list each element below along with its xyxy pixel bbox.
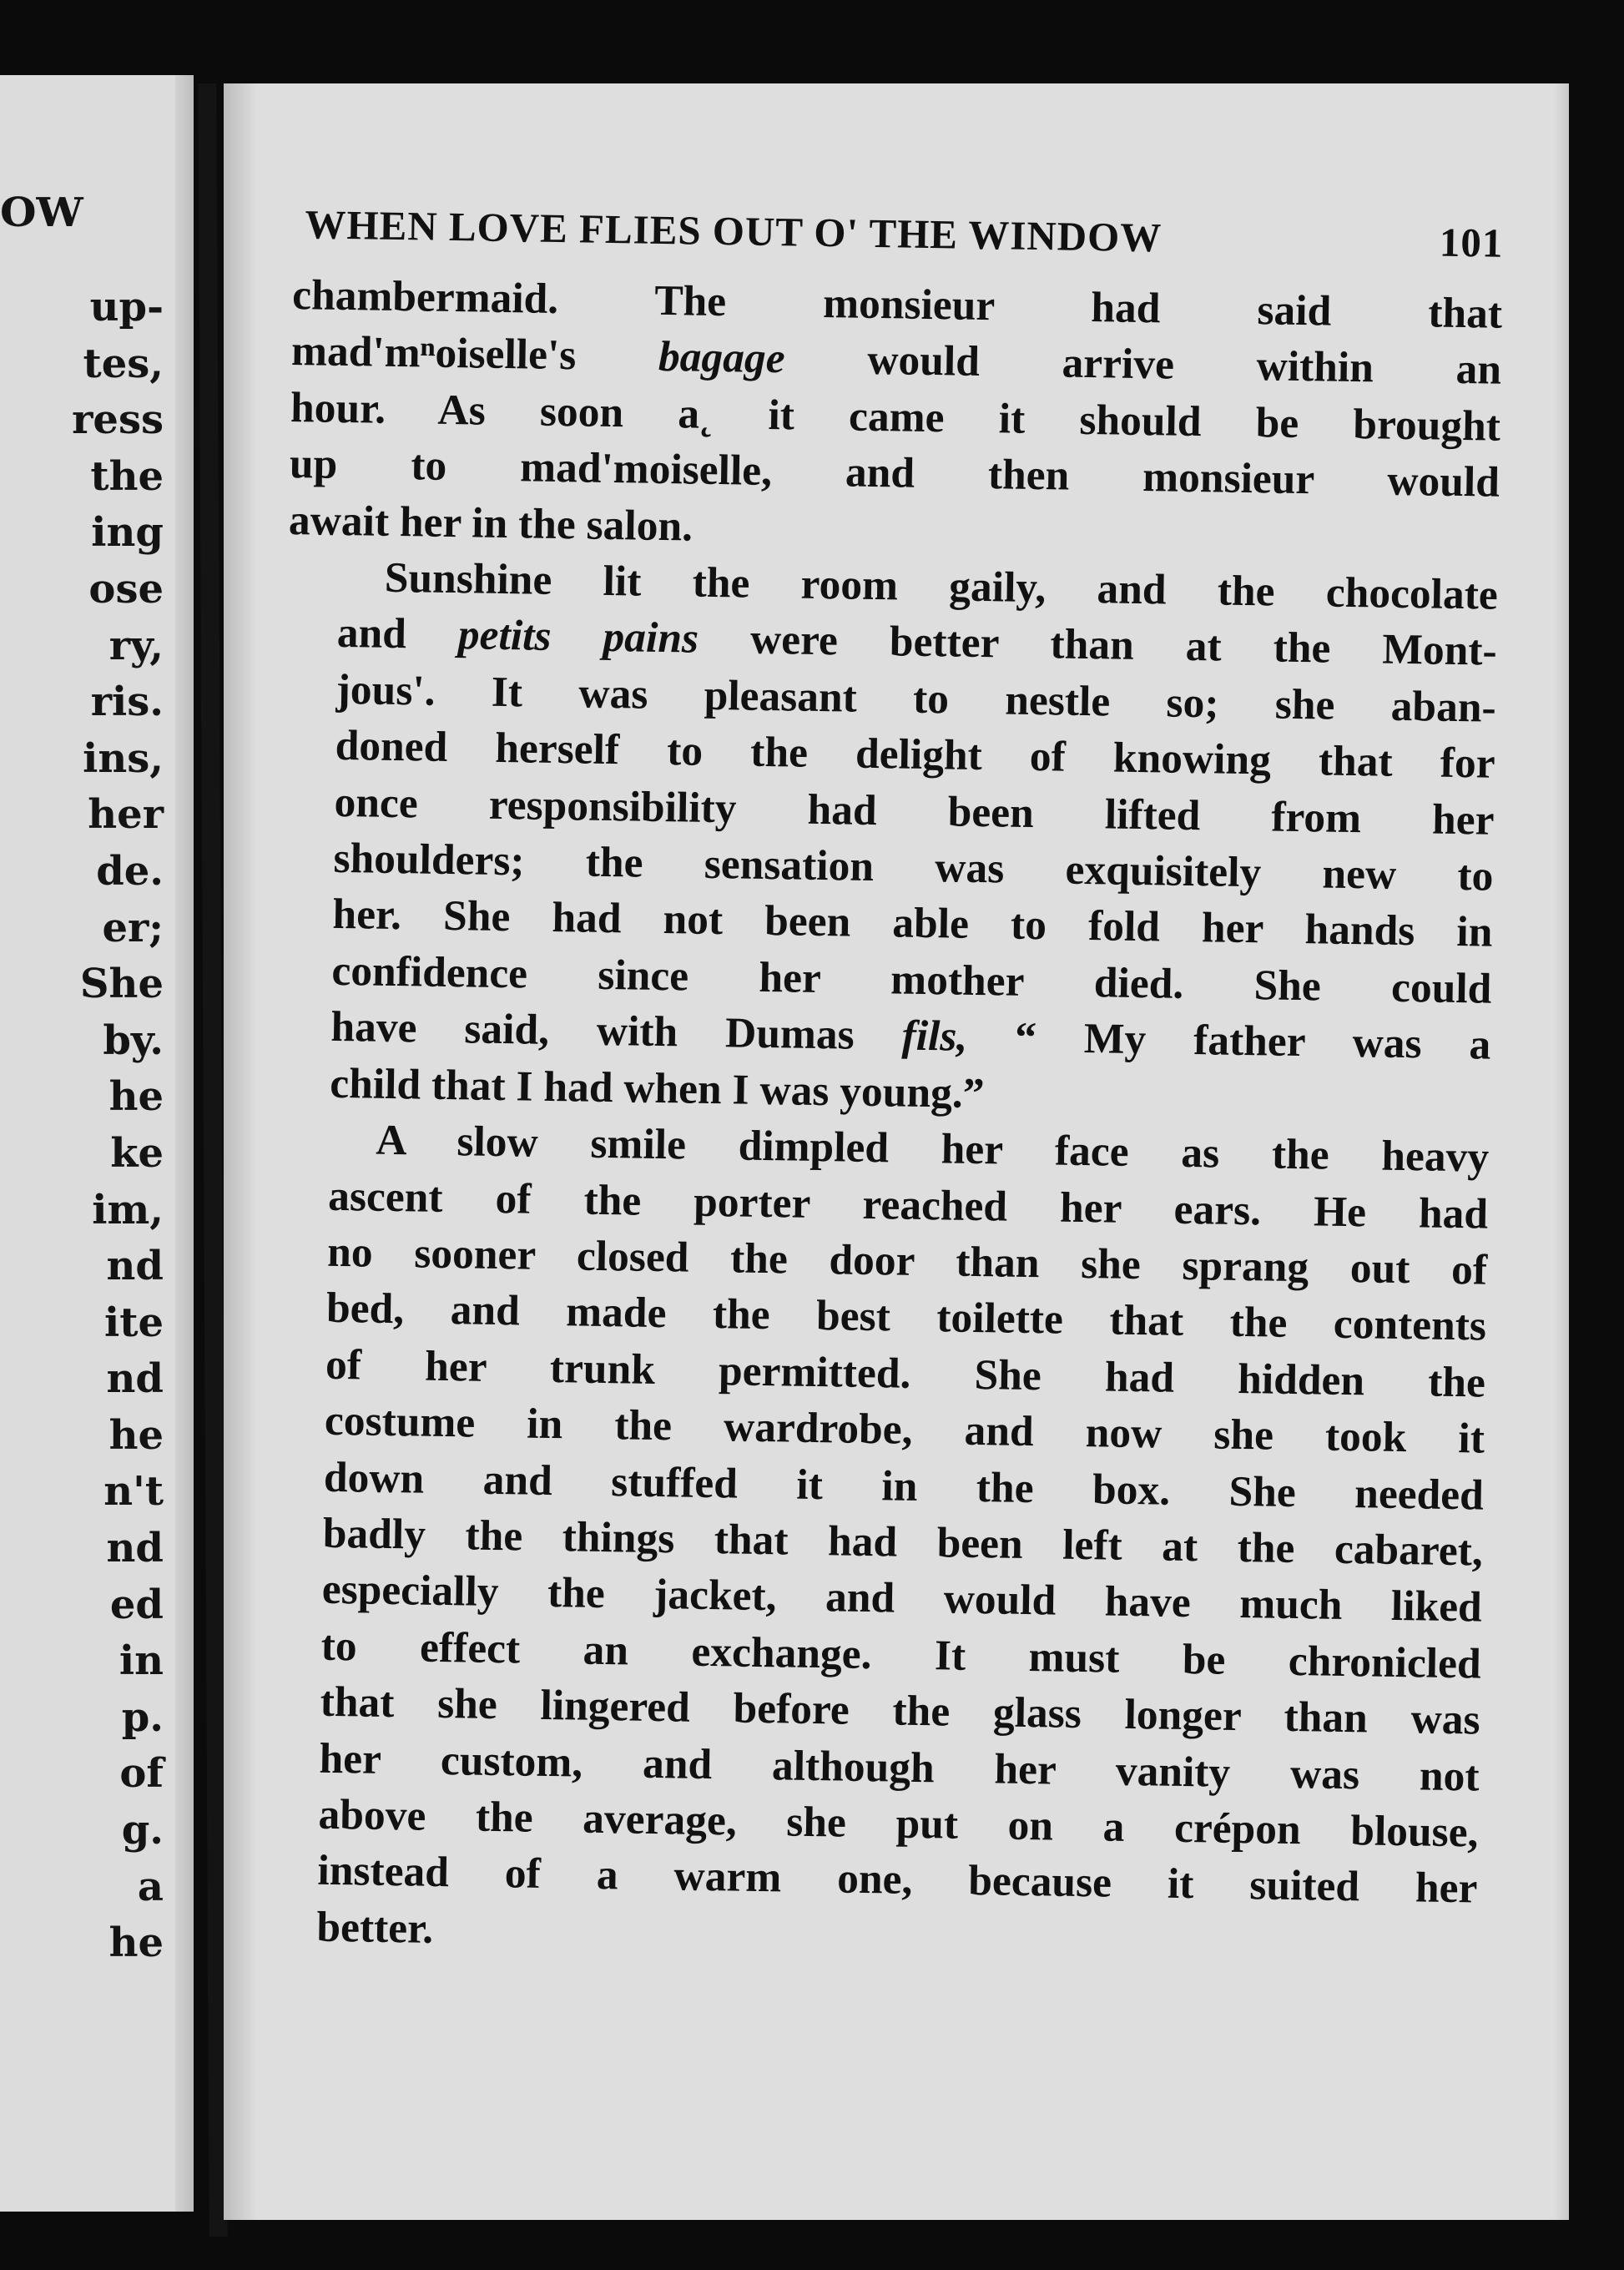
- previous-page-line-fragment: up-: [89, 284, 164, 330]
- previous-page-line-fragment: ke: [110, 1129, 164, 1177]
- text-line: hour. As soon a˛ it came it should be brought: [290, 383, 1501, 451]
- text-line: up to mad'moiselle, and then monsieur would: [289, 440, 1500, 507]
- gutter-shadow: [224, 83, 257, 2220]
- text-line: her. She had not been able to fold her hands in: [332, 890, 1493, 957]
- text-line: Sunshine lit the room gaily, and the chocolate: [384, 553, 1499, 619]
- text-line: mad'mⁿoiselle's bagage would arrive within an: [290, 327, 1502, 395]
- previous-page-line-fragment: a: [137, 1863, 164, 1910]
- text-line: child that I had when I was young.”: [329, 1059, 985, 1117]
- previous-page-line-fragment: her: [88, 791, 164, 839]
- text-line: bed, and made the best toilette that the contents: [325, 1284, 1487, 1350]
- previous-page: [0, 75, 194, 2212]
- text-line: confidence since her mother died. She could: [331, 946, 1492, 1013]
- previous-page-line-fragment: ed: [109, 1581, 164, 1628]
- previous-page-line-fragment: he: [108, 1411, 164, 1459]
- italic-word: petits pains: [457, 611, 699, 663]
- italic-word: bagage: [658, 333, 786, 383]
- previous-page-line-fragment: tes,: [83, 340, 164, 387]
- previous-page-line-fragment: im,: [92, 1186, 164, 1233]
- previous-page-line-fragment: ris.: [90, 678, 164, 726]
- previous-page-line-fragment: nd: [106, 1243, 164, 1290]
- previous-page-line-fragment: ins,: [83, 734, 164, 782]
- running-head: [305, 200, 1504, 278]
- page-number: 101: [1439, 219, 1504, 266]
- text-line: down and stuffed it in the box. She needed: [323, 1453, 1485, 1520]
- text-line: of her trunk permitted. She had hidden the: [325, 1340, 1486, 1407]
- previous-page-line-fragment: de.: [96, 847, 164, 895]
- previous-page-edge: [175, 75, 194, 2212]
- previous-page-heading: OW: [0, 189, 83, 236]
- previous-page-line-ends: [72, 280, 164, 1972]
- previous-page-line-fragment: of: [119, 1750, 164, 1798]
- text-line: that she lingered before the glass longer than was: [320, 1677, 1481, 1744]
- body-text: [266, 267, 1503, 1974]
- text-line: once responsibility had been lifted from her: [334, 778, 1495, 845]
- previous-page-line-fragment: the: [90, 452, 164, 500]
- previous-page-line-fragment: She: [79, 961, 164, 1008]
- text-line: shoulders; the sensation was exquisitely new to: [333, 834, 1494, 900]
- previous-page-line-fragment: ry,: [108, 622, 164, 669]
- text-line: to effect an exchange. It must be chronicled: [320, 1622, 1482, 1688]
- running-title: WHEN LOVE FLIES OUT O' THE WINDOW: [305, 201, 1163, 261]
- text-line: above the average, she put on a crépon blouse,: [318, 1790, 1479, 1857]
- previous-page-line-fragment: ress: [72, 396, 164, 444]
- previous-page-line-fragment: by.: [103, 1016, 164, 1064]
- paragraph: [288, 267, 1502, 568]
- text-line: jous'. It was pleasant to nestle so; she aban-: [335, 665, 1497, 732]
- text-line: badly the things that had been left at the cabaret,: [322, 1509, 1484, 1576]
- text-line: instead of a warm one, because it suited her: [317, 1847, 1478, 1913]
- text-line: doned herself to the delight of knowing that for: [335, 722, 1496, 788]
- previous-page-line-fragment: in: [119, 1637, 164, 1685]
- previous-page-line-fragment: g.: [121, 1807, 164, 1854]
- previous-page-line-fragment: ing: [91, 509, 164, 557]
- text-line: her custom, and although her vanity was not: [319, 1734, 1480, 1801]
- italic-word: fils,: [901, 1011, 968, 1062]
- previous-page-line-fragment: ose: [88, 565, 164, 613]
- previous-page-line-fragment: p.: [121, 1693, 164, 1741]
- text-line: await her in the salon.: [288, 496, 693, 551]
- text-line: and petits pains were better than at the Mont-: [336, 609, 1498, 676]
- previous-page-line-fragment: nd: [106, 1355, 164, 1403]
- previous-page-line-fragment: he: [108, 1073, 164, 1121]
- page-edge: [1554, 83, 1569, 2220]
- previous-page-line-fragment: er;: [102, 904, 164, 951]
- text-line: better.: [316, 1903, 434, 1953]
- paragraph: [266, 1111, 1490, 1974]
- previous-page-line-fragment: ite: [104, 1299, 164, 1346]
- page-text-block: [266, 200, 1504, 1974]
- text-line: costume in the wardrobe, and now she took it: [324, 1396, 1485, 1463]
- text-line: chambermaid. The monsieur had said that: [291, 270, 1503, 338]
- previous-page-line-fragment: nd: [106, 1525, 164, 1572]
- previous-page-line-fragment: n't: [103, 1468, 164, 1516]
- text-line: ascent of the porter reached her ears. He had: [327, 1172, 1489, 1238]
- paragraph: [280, 548, 1498, 1130]
- previous-page-line-fragment: he: [108, 1919, 164, 1967]
- text-line: have said, with Dumas fils, “ My father was a: [330, 1003, 1491, 1069]
- text-line: no sooner closed the door than she sprang out of: [326, 1228, 1488, 1294]
- text-line: A slow smile dimpled her face as the heavy: [375, 1116, 1490, 1182]
- text-line: especially the jacket, and would have much liked: [321, 1566, 1483, 1632]
- book-page: [224, 83, 1569, 2220]
